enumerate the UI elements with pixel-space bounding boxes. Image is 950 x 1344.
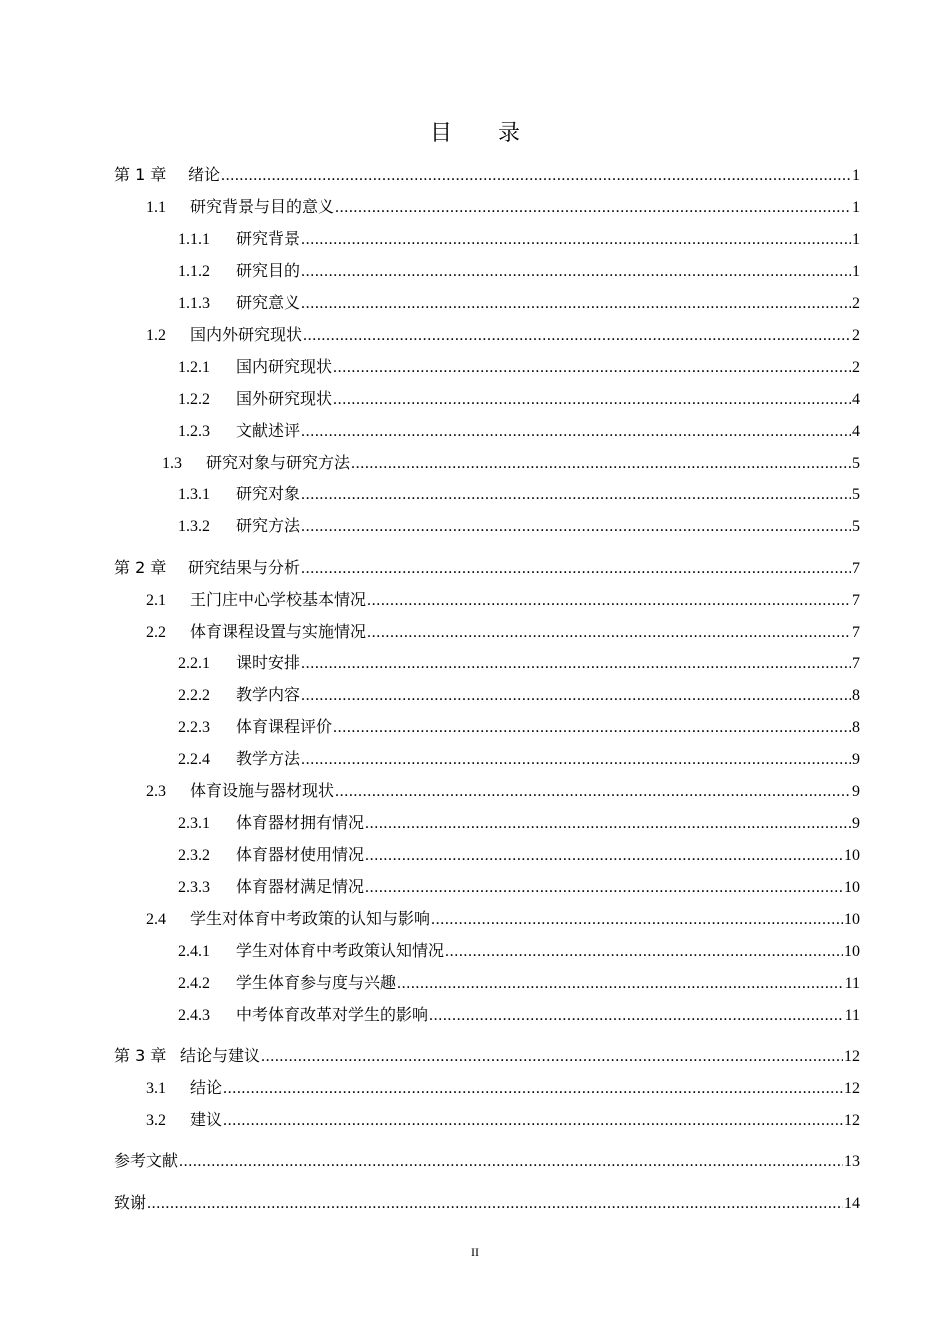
toc-entry[interactable]	[178, 290, 860, 316]
toc-dot-leader	[367, 588, 851, 614]
toc-entry-page: 8	[852, 687, 860, 704]
toc-entry[interactable]	[146, 194, 860, 220]
toc-entry-number: 2.2.4	[178, 751, 210, 768]
toc-entry-title: 体育器材满足情况	[236, 877, 365, 896]
toc-entry-title: 学生对体育中考政策的认知与影响	[190, 909, 431, 928]
toc-entry[interactable]	[146, 1075, 860, 1101]
toc-entry-title: 研究方法	[236, 516, 301, 535]
toc-entry-title: 致谢	[114, 1193, 147, 1212]
toc-entry-title: 国内研究现状	[236, 357, 333, 376]
toc-entry-number: 1.2.2	[178, 391, 210, 408]
toc-entry[interactable]	[178, 481, 860, 507]
toc-entry-number: 2.3.3	[178, 879, 210, 896]
toc-entry[interactable]	[114, 1148, 860, 1174]
toc-dot-leader	[261, 1044, 843, 1070]
toc-entry-number: 2.2.1	[178, 655, 210, 672]
toc-dot-leader	[365, 843, 843, 869]
toc-entry-number: 2.3.2	[178, 847, 210, 864]
toc-dot-leader	[365, 811, 851, 837]
toc-entry-number: 第 2 章	[114, 558, 167, 577]
toc-entry[interactable]	[114, 1043, 860, 1069]
toc-dot-leader	[335, 195, 851, 221]
toc-entry[interactable]	[146, 587, 860, 613]
toc-entry-page: 7	[852, 624, 860, 641]
toc-entry[interactable]	[178, 354, 860, 380]
toc-entry-page: 13	[844, 1153, 860, 1170]
toc-entry-page: 7	[852, 655, 860, 672]
toc-entry-title: 研究背景与目的意义	[190, 197, 335, 216]
toc-entry-page: 2	[852, 295, 860, 312]
toc-dot-leader	[301, 747, 851, 773]
toc-entry-title: 王门庄中心学校基本情况	[190, 590, 367, 609]
toc-dot-leader	[429, 1003, 844, 1029]
toc-entry-number: 第 1 章	[114, 165, 167, 184]
toc-dot-leader	[301, 651, 851, 677]
toc-dot-leader	[301, 514, 851, 540]
toc-entry-title: 课时安排	[236, 653, 301, 672]
toc-entry[interactable]	[146, 619, 860, 645]
toc-entry-title: 学生对体育中考政策认知情况	[236, 941, 445, 960]
toc-entry-title: 国外研究现状	[236, 389, 333, 408]
toc-entry-number: 1.3	[162, 455, 182, 472]
toc-entry-number: 2.3	[146, 783, 166, 800]
toc-entry-number: 1.1.2	[178, 263, 210, 280]
toc-dot-leader	[223, 1108, 843, 1134]
toc-entry-title: 研究对象	[236, 484, 301, 503]
toc-entry-title: 教学方法	[236, 749, 301, 768]
toc-entry-page: 11	[844, 975, 860, 992]
toc-dot-leader	[301, 227, 851, 253]
toc-entry-number: 1.2	[146, 327, 166, 344]
toc-dot-leader	[303, 323, 851, 349]
toc-entry-page: 14	[844, 1195, 860, 1212]
toc-entry-title: 体育器材拥有情况	[236, 813, 365, 832]
toc-entry-number: 2.3.1	[178, 815, 210, 832]
toc-entry-title: 研究目的	[236, 261, 301, 280]
toc-entry-number: 3.2	[146, 1112, 166, 1129]
toc-entry-page: 10	[844, 847, 860, 864]
toc-entry-number: 1.3.1	[178, 486, 210, 503]
toc-entry-title: 文献述评	[236, 421, 301, 440]
toc-entry[interactable]	[162, 450, 860, 476]
toc-entry-page: 12	[844, 1112, 860, 1129]
toc-entry-title: 研究意义	[236, 293, 301, 312]
toc-entry[interactable]	[146, 778, 860, 804]
toc-entry-title: 结论	[190, 1078, 223, 1097]
toc-entry-page: 10	[844, 879, 860, 896]
toc-entry-title: 研究对象与研究方法	[206, 453, 351, 472]
toc-entry-title: 体育设施与器材现状	[190, 781, 335, 800]
toc-entry[interactable]	[114, 1190, 860, 1216]
toc-entry[interactable]	[178, 513, 860, 539]
footer-page-number: II	[471, 1245, 479, 1259]
toc-entry[interactable]	[178, 258, 860, 284]
toc-entry-number: 1.1.1	[178, 231, 210, 248]
toc-entry[interactable]	[146, 322, 860, 348]
toc-entry-number: 2.4	[146, 911, 166, 928]
toc-entry[interactable]	[178, 1002, 860, 1028]
toc-entry-page: 5	[852, 486, 860, 503]
toc-entry-page: 7	[852, 592, 860, 609]
toc-dot-leader	[445, 939, 843, 965]
toc-entry-page: 1	[852, 263, 860, 280]
toc-entry-page: 4	[852, 423, 860, 440]
toc-entry[interactable]	[178, 810, 860, 836]
toc-entry[interactable]	[146, 1107, 860, 1133]
toc-entry-title: 结论与建议	[180, 1046, 261, 1065]
toc-entry[interactable]	[178, 874, 860, 900]
toc-entry-page: 1	[852, 231, 860, 248]
toc-entry[interactable]	[178, 226, 860, 252]
page-title-char-1: 目	[429, 121, 452, 146]
toc-entry-number: 2.4.2	[178, 975, 210, 992]
toc-entry[interactable]	[178, 842, 860, 868]
toc-entry[interactable]	[178, 650, 860, 676]
toc-entry-title: 教学内容	[236, 685, 301, 704]
toc-entry-number: 2.2.3	[178, 719, 210, 736]
toc-dot-leader	[335, 779, 851, 805]
toc-entry[interactable]	[114, 162, 860, 188]
toc-entry-title: 体育课程评价	[236, 717, 333, 736]
toc-entry-title: 体育器材使用情况	[236, 845, 365, 864]
toc-entry-number: 1.1.3	[178, 295, 210, 312]
toc-entry-page: 12	[844, 1080, 860, 1097]
toc-dot-leader	[301, 556, 851, 582]
toc-dot-leader	[365, 875, 843, 901]
toc-dot-leader	[333, 715, 851, 741]
toc-entry-number: 1.2.3	[178, 423, 210, 440]
toc-entry-number: 1.1	[146, 199, 166, 216]
toc-entry-title: 参考文献	[114, 1151, 179, 1170]
toc-entry-number: 2.2.2	[178, 687, 210, 704]
toc-entry-number: 第 3 章	[114, 1046, 167, 1065]
toc-entry-title: 研究结果与分析	[188, 558, 301, 577]
toc-dot-leader	[223, 1076, 843, 1102]
toc-entry-title: 国内外研究现状	[190, 325, 303, 344]
toc-entry-number: 1.3.2	[178, 518, 210, 535]
toc-entry-page: 9	[852, 783, 860, 800]
toc-entry-number: 2.2	[146, 624, 166, 641]
toc-entry[interactable]	[178, 970, 860, 996]
toc-entry-title: 研究背景	[236, 229, 301, 248]
toc-entry-page: 5	[852, 518, 860, 535]
toc-entry-page: 2	[852, 359, 860, 376]
toc-entry-page: 2	[852, 327, 860, 344]
toc-entry-number: 2.4.3	[178, 1007, 210, 1024]
toc-entry-page: 5	[852, 455, 860, 472]
toc-dot-leader	[301, 683, 851, 709]
toc-entry-page: 11	[844, 1007, 860, 1024]
toc-entry-title: 建议	[190, 1110, 223, 1129]
toc-dot-leader	[301, 419, 851, 445]
toc-entry-page: 7	[852, 560, 860, 577]
toc-dot-leader	[397, 971, 844, 997]
toc-dot-leader	[147, 1191, 843, 1217]
toc-entry-page: 1	[852, 167, 860, 184]
toc-entry-page: 9	[852, 815, 860, 832]
toc-entry-page: 12	[844, 1048, 860, 1065]
toc-entry[interactable]	[178, 938, 860, 964]
toc-entry-page: 10	[844, 911, 860, 928]
toc-dot-leader	[179, 1149, 843, 1175]
toc-entry-number: 2.4.1	[178, 943, 210, 960]
toc-entry-title: 体育课程设置与实施情况	[190, 622, 367, 641]
toc-entry-number: 2.1	[146, 592, 166, 609]
toc-entry[interactable]	[114, 555, 860, 581]
toc-entry[interactable]	[178, 714, 860, 740]
toc-entry-page: 8	[852, 719, 860, 736]
toc-dot-leader	[301, 259, 851, 285]
toc-entry-number: 3.1	[146, 1080, 166, 1097]
toc-dot-leader	[367, 620, 851, 646]
toc-entry-page: 9	[852, 751, 860, 768]
page-title-char-2: 录	[498, 121, 521, 146]
toc-entry[interactable]	[178, 418, 860, 444]
toc-dot-leader	[333, 355, 851, 381]
toc-dot-leader	[301, 482, 851, 508]
toc-entry-title: 学生体育参与度与兴趣	[236, 973, 397, 992]
toc-dot-leader	[221, 163, 851, 189]
toc-dot-leader	[351, 451, 851, 477]
toc-dot-leader	[301, 291, 851, 317]
toc-entry-page: 1	[852, 199, 860, 216]
toc-entry[interactable]	[146, 906, 860, 932]
toc-entry-number: 1.2.1	[178, 359, 210, 376]
toc-dot-leader	[333, 387, 851, 413]
toc-entry[interactable]	[178, 386, 860, 412]
toc-dot-leader	[431, 907, 843, 933]
toc-entry-page: 10	[844, 943, 860, 960]
toc-entry-page: 4	[852, 391, 860, 408]
toc-entry-title: 中考体育改革对学生的影响	[236, 1005, 429, 1024]
toc-entry[interactable]	[178, 746, 860, 772]
toc-entry-title: 绪论	[188, 165, 221, 184]
toc-entry[interactable]	[178, 682, 860, 708]
